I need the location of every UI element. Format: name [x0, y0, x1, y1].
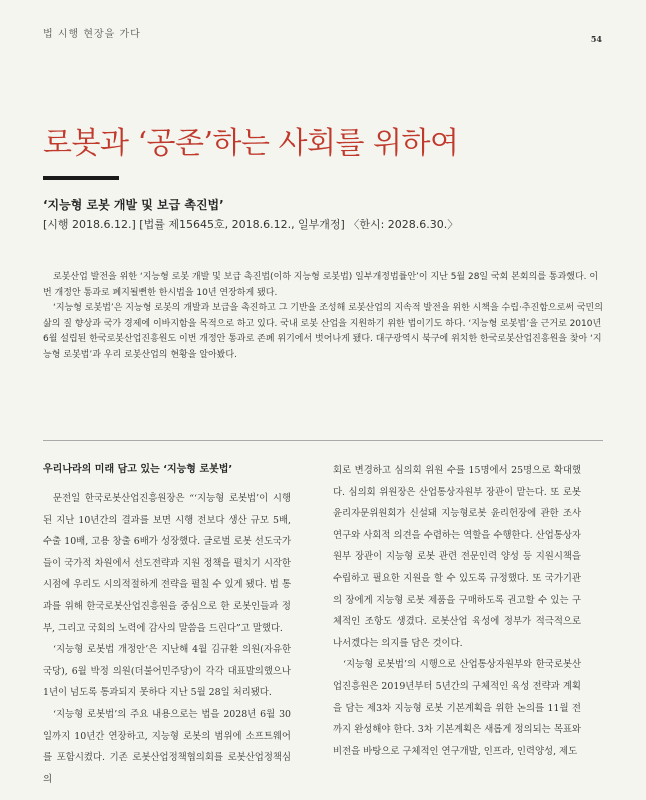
- section-divider: [43, 440, 603, 441]
- summary: [43, 270, 603, 363]
- law-name: ‘지능형 로봇 개발 및 보급 촉진법’: [43, 198, 224, 212]
- title-rule: [43, 176, 119, 180]
- summary-paragraph: ‘지능형 로봇법’은 지능형 로봇의 개발과 보급을 촉진하고 그 기반을 조성해 로봇산업의 지속적 발전을 위한 시책을 수립·추진함으로써 국민의 삶의 질 향상과 국가 경제에 이바지함을 목적으로 하고 있다. 국내 로봇 산업을 지원하기 위한 법이기도 하다. ‘지능형 로봇법’을 근거로 2010년 6월 설립된 한국로봇산업진흥원도 이번 개정안 통과로 존폐 위기에서 벗어나게 됐다. 대구광역시 북구에 위치한 한국로봇산업진흥원을 찾아 ‘지능형 로봇법’과 우리 로봇산업의 현황을 알아봤다.: [43, 303, 603, 360]
- body-column-right: [333, 460, 581, 762]
- body-paragraph: 문전일 한국로봇산업진흥원장은 “‘지능형 로봇법’이 시행된 지난 10년간의 결과를 보면 시행 전보다 생산 규모 5배, 수출 10배, 고용 창출 6배가 성장했다. 글로벌 로봇 선도국가들이 국가적 차원에서 선도전략과 지원 정책을 펼치기 시작한 시점에 우리도 시의적절하게 전략을 펼칠 수 있게 됐다. 법 통과를 위해 한국로봇산업진흥원을 중심으로 한 로봇인들과 정부, 그리고 국회의 노력에 감사의 말씀을 드린다”고 말했다.: [43, 493, 291, 634]
- body-paragraph: ‘지능형 로봇법’의 시행으로 산업통상자원부와 한국로봇산업진흥원은 2019년부터 5년간의 구체적인 육성 전략과 계획을 담는 제3차 지능형 로봇 기본계획을 위한 논의를 11월 전까지 완성해야 한다. 3차 기본계획은 새롭게 정의되는 목표와 비전을 바탕으로 구체적인 연구개발, 인프라, 인력양성, 제도: [333, 659, 581, 757]
- section-heading: 우리나라의 미래 담고 있는 ‘지능형 로봇법’: [43, 464, 233, 475]
- body-paragraph: 회로 변경하고 심의회 위원 수를 15명에서 25명으로 확대했다. 심의회 위원장은 산업통상자원부 장관이 맡는다. 또 로봇윤리자문위원회가 신설돼 지능형로봇 윤리헌장에 관한 조사 연구와 사회적 의견을 수렴하는 역할을 수행한다. 산업통상자원부 장관이 지능형 로봇 관련 전문인력 양성 등 지원시책을 수립하고 필요한 지원을 할 수 있도록 규정했다. 또 국가기관의 장에게 지능형 로봇 제품을 구매하도록 권고할 수 있는 구체적인 조항도 생겼다. 로봇산업 육성에 정부가 적극적으로 나서겠다는 의지를 담은 것이다.: [333, 465, 581, 649]
- summary-paragraph: 로봇산업 발전을 위한 ‘지능형 로봇 개발 및 보급 촉진법(이하 지능형 로봇법) 일부개정법률안’이 지난 5월 28일 국회 본회의를 통과했다. 이번 개정안 통과로 폐지될뻔한 한시법을 10년 연장하게 됐다.: [43, 272, 599, 298]
- page-title: 로봇과 ‘공존’하는 사회를 위하여: [43, 126, 459, 161]
- body-column-left: [43, 460, 291, 790]
- body-paragraph: ‘지능형 로봇법’의 주요 내용으로는 법을 2028년 6월 30일까지 10년간 연장하고, 지능형 로봇의 범위에 소프트웨어를 포함시켰다. 기존 로봇산업정책협의회를 로봇산업정책심의: [43, 708, 291, 785]
- law-meta: [시행 2018.6.12.] [법률 제15645호, 2018.6.12., 일부개정] 〈한시: 2028.6.30.〉: [43, 218, 459, 231]
- page-number: 54: [590, 34, 602, 44]
- section-label: 법 시행 현장을 가다: [43, 29, 141, 40]
- body-paragraph: ‘지능형 로봇법 개정안’은 지난해 4월 김규환 의원(자유한국당), 6월 박정 의원(더불어민주당)이 각각 대표발의했으나 1년이 넘도록 통과되지 못하다 지난 5월 28일 처리됐다.: [43, 644, 291, 699]
